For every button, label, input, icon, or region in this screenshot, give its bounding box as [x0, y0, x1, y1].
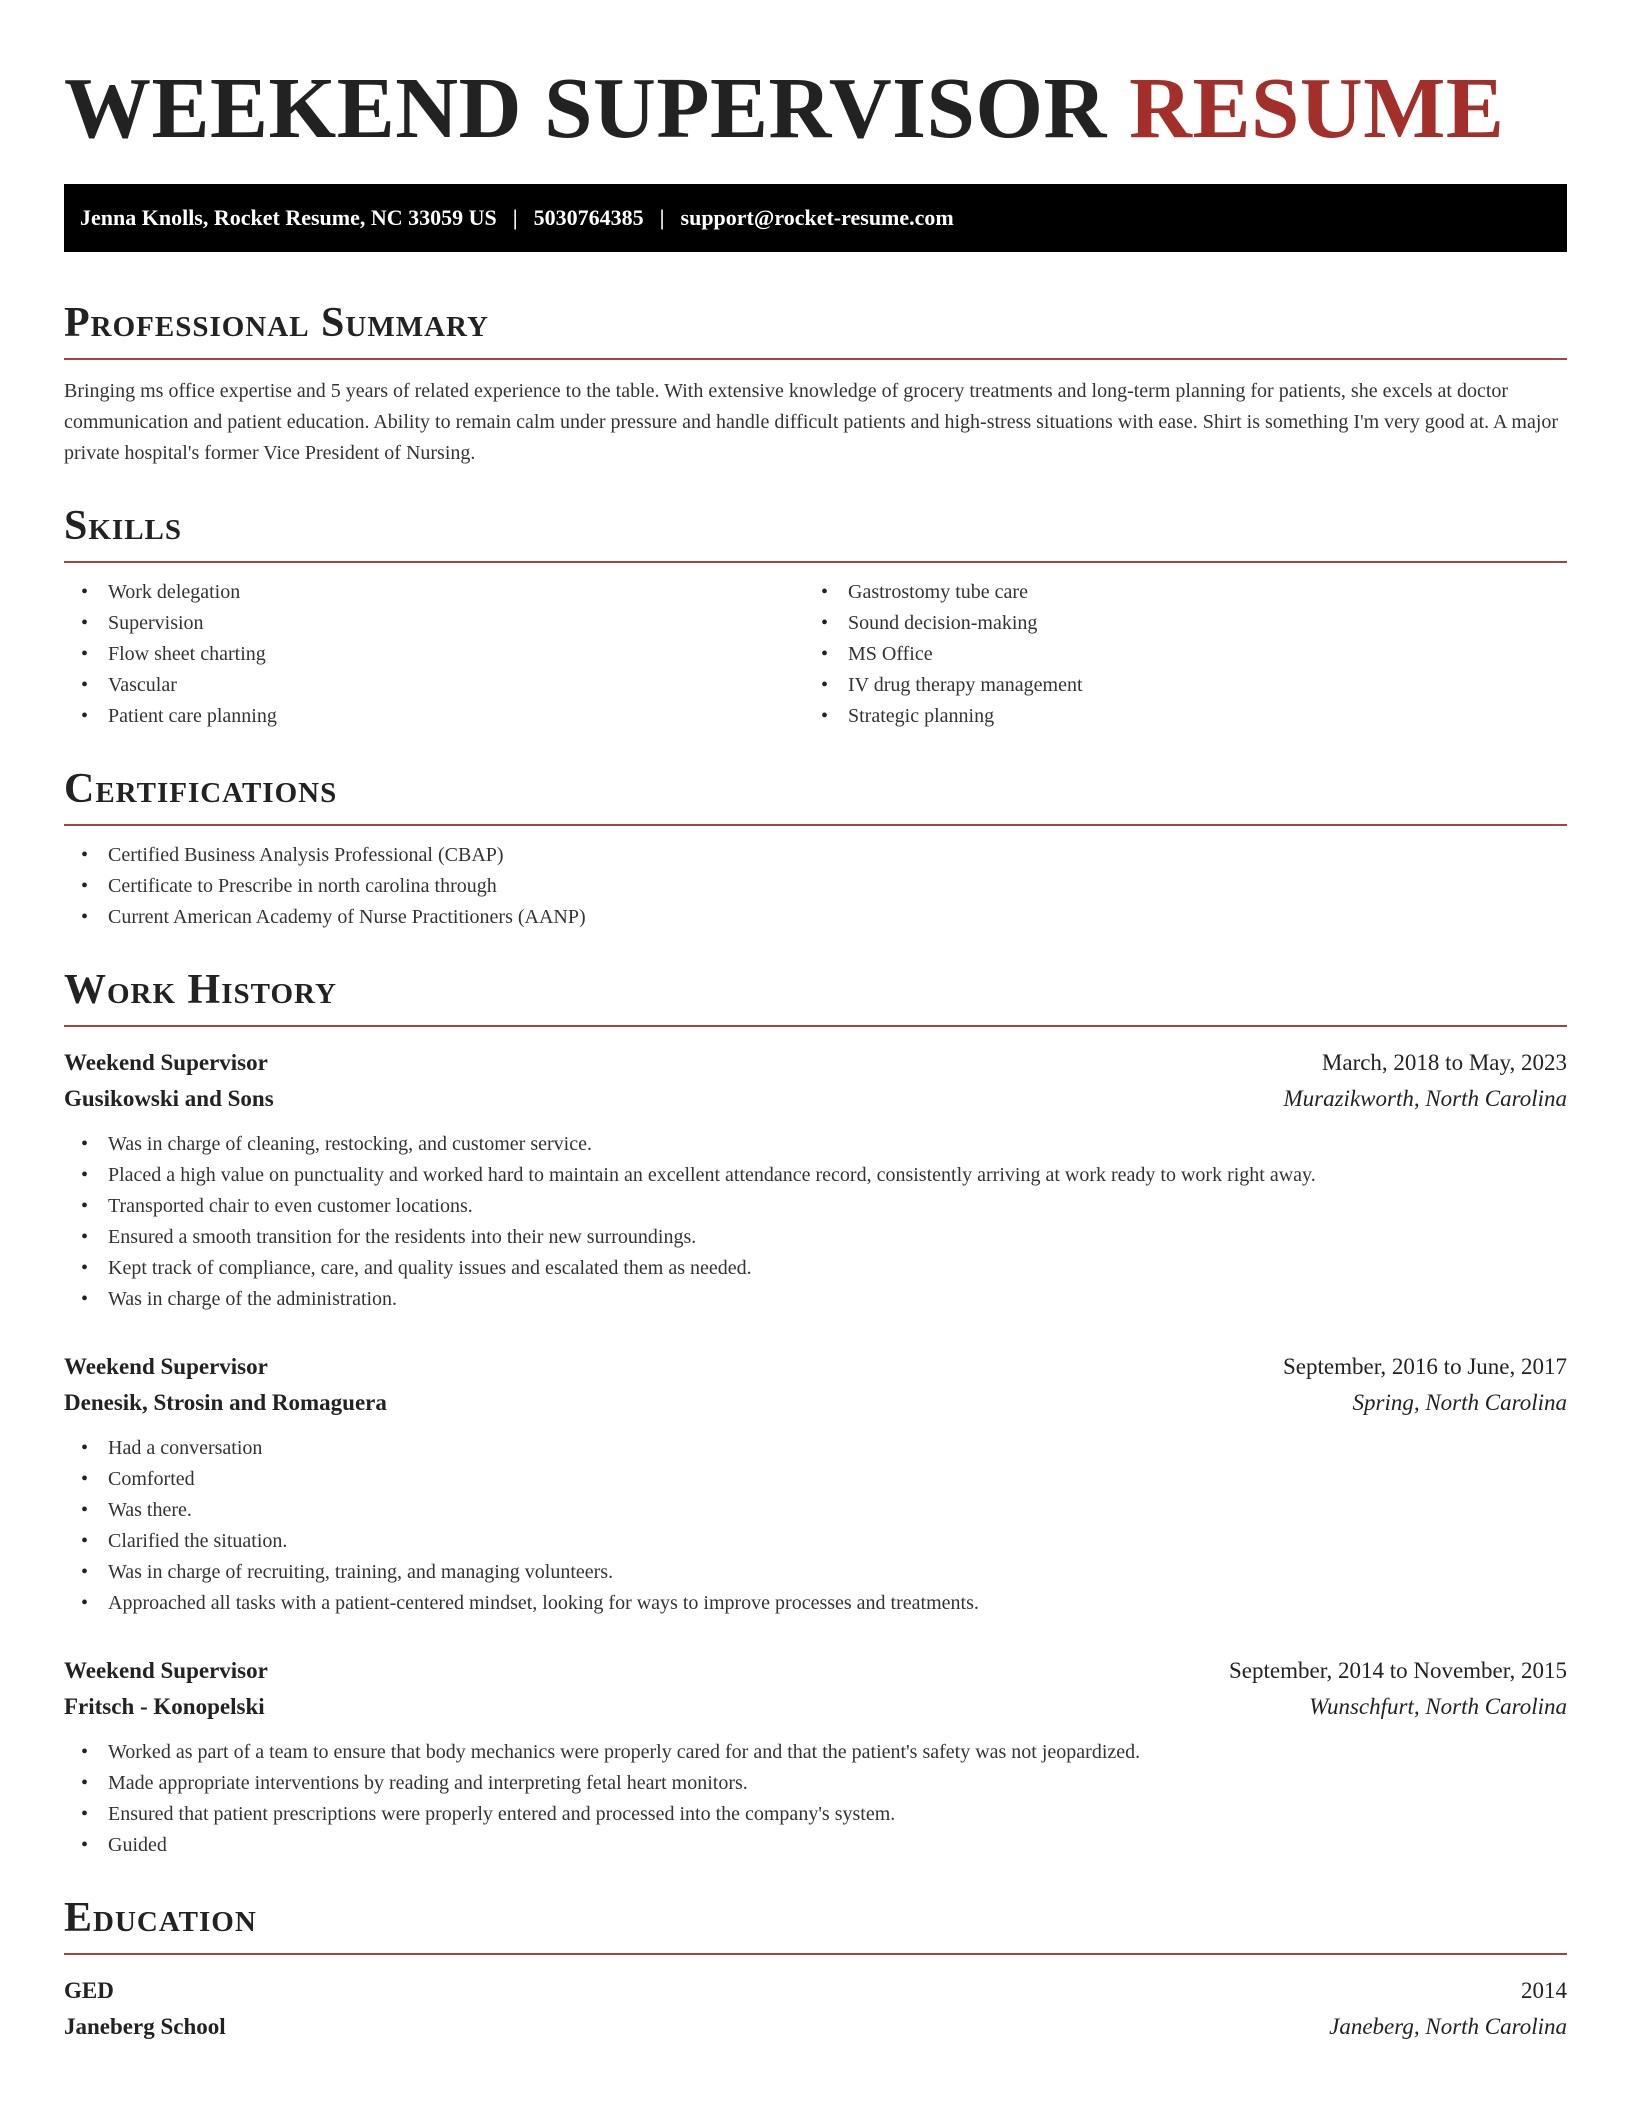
- skill-item: • Flow sheet charting: [64, 639, 804, 670]
- job-duty-item: • Was in charge of cleaning, restocking, and customer service.: [64, 1129, 1567, 1160]
- certification-item: • Certificate to Prescribe in north carolina through: [64, 871, 1567, 902]
- job-company: Gusikowski and Sons: [64, 1086, 274, 1112]
- job-company-row: [64, 1385, 1567, 1421]
- education-school: Janeberg School: [64, 2014, 226, 2040]
- job-location: Spring, North Carolina: [1352, 1390, 1567, 1416]
- skill-item: • Strategic planning: [804, 701, 1544, 732]
- skill-item: • IV drug therapy management: [804, 670, 1544, 701]
- skill-item: • MS Office: [804, 639, 1544, 670]
- job-company: Denesik, Strosin and Romaguera: [64, 1390, 387, 1416]
- skill-item: • Patient care planning: [64, 701, 804, 732]
- contact-name-address: Jenna Knolls, Rocket Resume, NC 33059 US: [80, 205, 497, 231]
- certifications-heading: Certifications: [64, 768, 1567, 826]
- job-dates: September, 2016 to June, 2017: [1283, 1354, 1567, 1380]
- skill-item: • Work delegation: [64, 577, 804, 608]
- job-duty-item: • Placed a high value on punctuality and worked hard to maintain an excellent attendance record, consistently arriving at work ready to work right away.: [64, 1160, 1567, 1191]
- job-duties-list: [64, 1737, 1567, 1861]
- job-title: Weekend Supervisor: [64, 1658, 268, 1684]
- job-title: Weekend Supervisor: [64, 1050, 268, 1076]
- contact-phone: 5030764385: [533, 205, 644, 231]
- skill-item: • Gastrostomy tube care: [804, 577, 1544, 608]
- work-history-heading: Work History: [64, 969, 1567, 1027]
- contact-separator: |: [659, 205, 665, 231]
- job-duty-item: • Comforted: [64, 1464, 1567, 1495]
- education-location: Janeberg, North Carolina: [1329, 2014, 1567, 2040]
- skill-item: • Vascular: [64, 670, 804, 701]
- certification-item: • Current American Academy of Nurse Practitioners (AANP): [64, 902, 1567, 933]
- skill-item: • Supervision: [64, 608, 804, 639]
- job-location: Murazikworth, North Carolina: [1283, 1086, 1567, 1112]
- skill-item: • Sound decision-making: [804, 608, 1544, 639]
- job-duty-item: • Transported chair to even customer locations.: [64, 1191, 1567, 1222]
- skills-list-right: [804, 577, 1544, 732]
- job-duty-item: • Kept track of compliance, care, and quality issues and escalated them as needed.: [64, 1253, 1567, 1284]
- certifications-list: [64, 840, 1567, 933]
- education-degree: GED: [64, 1978, 114, 2004]
- job-header-row: [64, 1349, 1567, 1385]
- contact-bar: [64, 184, 1567, 252]
- contact-email: support@rocket-resume.com: [680, 205, 954, 231]
- job-company-row: [64, 1081, 1567, 1117]
- skills-list-left: [64, 577, 804, 732]
- job-header-row: [64, 1045, 1567, 1081]
- job-entry: [64, 1653, 1567, 1861]
- job-entry: [64, 1349, 1567, 1619]
- skills-columns: [64, 563, 1567, 732]
- summary-heading: Professional Summary: [64, 302, 1567, 360]
- job-duty-item: • Guided: [64, 1830, 1567, 1861]
- job-duty-item: • Worked as part of a team to ensure that body mechanics were properly cared for and that the patient's safety was not jeopardized.: [64, 1737, 1567, 1768]
- job-duty-item: • Ensured a smooth transition for the residents into their new surroundings.: [64, 1222, 1567, 1253]
- summary-text: Bringing ms office expertise and 5 years of related experience to the table. With extensive knowledge of grocery treatments and long-term planning for patients, she excels at doctor communication and patient education. Ability to remain calm under pressure and handle difficult patients and high-stress situations with ease. Shirt is something I'm very good at. A major private hospital's former Vice President of Nursing.: [64, 380, 1559, 465]
- education-school-row: [64, 2009, 1567, 2045]
- job-location: Wunschfurt, North Carolina: [1309, 1694, 1567, 1720]
- job-dates: March, 2018 to May, 2023: [1321, 1050, 1567, 1076]
- skills-heading: Skills: [64, 505, 1567, 563]
- job-duties-list: [64, 1129, 1567, 1315]
- job-duty-item: • Made appropriate interventions by reading and interpreting fetal heart monitors.: [64, 1768, 1567, 1799]
- job-duty-item: • Was there.: [64, 1495, 1567, 1526]
- job-dates: September, 2014 to November, 2015: [1229, 1658, 1567, 1684]
- title-main: WEEKEND SUPERVISOR: [64, 59, 1107, 156]
- resume-title: [64, 58, 1567, 158]
- job-duty-item: • Was in charge of recruiting, training, and managing volunteers.: [64, 1557, 1567, 1588]
- job-duty-item: • Was in charge of the administration.: [64, 1284, 1567, 1315]
- resume-page: [64, 0, 1567, 2045]
- job-duty-item: • Clarified the situation.: [64, 1526, 1567, 1557]
- title-accent: RESUME: [1129, 59, 1505, 156]
- education-entry: [64, 1973, 1567, 2045]
- education-heading: Education: [64, 1897, 1567, 1955]
- job-company: Fritsch - Konopelski: [64, 1694, 265, 1720]
- job-company-row: [64, 1689, 1567, 1725]
- job-entry: [64, 1045, 1567, 1315]
- job-title: Weekend Supervisor: [64, 1354, 268, 1380]
- job-header-row: [64, 1653, 1567, 1689]
- education-year: 2014: [1521, 1978, 1567, 2004]
- job-duty-item: • Ensured that patient prescriptions were properly entered and processed into the company's system.: [64, 1799, 1567, 1830]
- job-duty-item: • Approached all tasks with a patient-centered mindset, looking for ways to improve processes and treatments.: [64, 1588, 1567, 1619]
- job-duty-item: • Had a conversation: [64, 1433, 1567, 1464]
- certification-item: • Certified Business Analysis Professional (CBAP): [64, 840, 1567, 871]
- education-degree-row: [64, 1973, 1567, 2009]
- job-duties-list: [64, 1433, 1567, 1619]
- contact-separator: |: [512, 205, 518, 231]
